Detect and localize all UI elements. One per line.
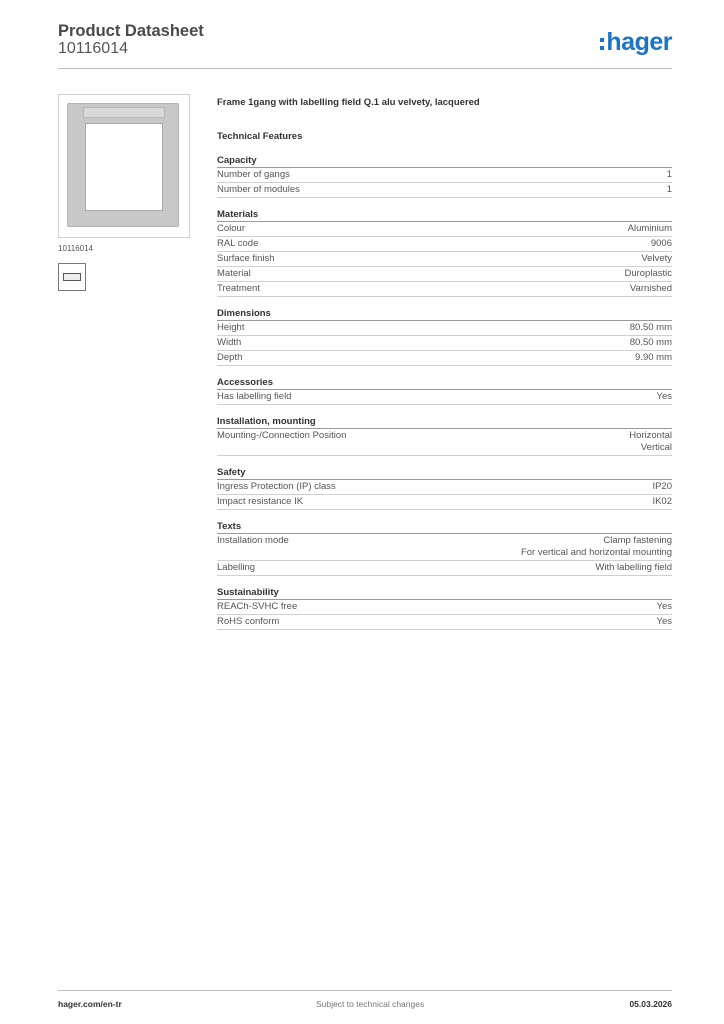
spec-row: [217, 429, 672, 456]
spec-value: [624, 268, 672, 280]
spec-label: Number of modules: [217, 184, 300, 195]
spec-section: [217, 520, 672, 576]
spec-row: [217, 321, 672, 336]
spec-label: REACh-SVHC free: [217, 601, 298, 612]
section-title: Materials: [217, 208, 672, 222]
spec-label: Width: [217, 337, 242, 348]
technical-features-heading: Technical Features: [217, 131, 303, 142]
spec-label: Labelling: [217, 562, 256, 573]
spec-value-line: IP20: [652, 481, 672, 492]
spec-value-line: Yes: [656, 391, 672, 402]
spec-value: [657, 616, 673, 628]
spec-row: [217, 222, 672, 237]
page-header: [58, 22, 672, 68]
spec-sections: [217, 154, 672, 630]
spec-value: [628, 223, 672, 235]
spec-row: [217, 600, 672, 615]
section-title: Dimensions: [217, 307, 672, 321]
spec-label: Ingress Protection (IP) class: [217, 481, 336, 492]
spec-value-line: 1: [666, 184, 672, 195]
frame-opening: [85, 123, 163, 211]
product-image: [58, 94, 190, 238]
spec-value: [630, 322, 672, 334]
spec-value: [667, 169, 672, 181]
footer-notice: Subject to technical changes: [316, 999, 425, 1009]
spec-value: [629, 430, 672, 454]
product-description: Frame 1gang with labelling field Q.1 alu velvety, lacquered: [217, 97, 480, 108]
spec-value-line: Clamp fastening: [603, 535, 672, 546]
spec-value-line: Velvety: [641, 253, 672, 264]
spec-label: Height: [217, 322, 245, 333]
spec-row: [217, 336, 672, 351]
product-code: 10116014: [58, 40, 128, 57]
footer-divider: [58, 990, 672, 991]
section-title: Texts: [217, 520, 672, 534]
spec-row: [217, 183, 672, 198]
spec-label: Treatment: [217, 283, 260, 294]
spec-value: [595, 562, 672, 574]
spec-value-line: Yes: [656, 601, 672, 612]
section-title: Accessories: [217, 376, 672, 390]
spec-value-line: 9006: [650, 238, 672, 249]
section-title: Capacity: [217, 154, 672, 168]
footer-website-link[interactable]: hager.com/en-tr: [58, 999, 122, 1009]
spec-value: [630, 283, 672, 295]
spec-section: [217, 466, 672, 510]
spec-label: Has labelling field: [217, 391, 292, 402]
spec-value-line: Varnished: [629, 283, 672, 294]
logo-dots-icon: [600, 38, 604, 50]
spec-value: [630, 337, 672, 349]
spec-content: [217, 96, 672, 630]
spec-row: [217, 480, 672, 495]
document-title: Product Datasheet: [58, 22, 204, 40]
spec-row: [217, 390, 672, 405]
spec-value: [667, 184, 672, 196]
spec-row: [217, 615, 672, 630]
spec-value-line: 80.50 mm: [629, 322, 672, 333]
header-divider: [58, 68, 672, 69]
spec-value-line: Aluminium: [627, 223, 672, 234]
spec-section: [217, 415, 672, 456]
spec-section: [217, 586, 672, 630]
spec-section: [217, 208, 672, 297]
spec-value-line: For vertical and horizontal mounting: [520, 547, 672, 558]
spec-value: [651, 238, 672, 250]
spec-label: Mounting-/Connection Position: [217, 430, 347, 441]
spec-row: [217, 237, 672, 252]
spec-label: RAL code: [217, 238, 259, 249]
hager-logo[interactable]: [600, 28, 672, 56]
spec-value: [641, 253, 672, 265]
spec-value-line: 9.90 mm: [635, 352, 672, 363]
footer-date: 05.03.2026: [629, 999, 672, 1009]
spec-value-line: 80.50 mm: [629, 337, 672, 348]
spec-label: Surface finish: [217, 253, 275, 264]
spec-value-line: With labelling field: [595, 562, 672, 573]
labelling-field-icon: [58, 263, 86, 291]
spec-label: Number of gangs: [217, 169, 290, 180]
frame-labelling-field: [83, 107, 165, 118]
spec-value: [635, 352, 672, 364]
logo-text: hager: [606, 28, 672, 56]
spec-label: Depth: [217, 352, 243, 363]
spec-section: [217, 307, 672, 366]
spec-row: [217, 282, 672, 297]
section-title: Safety: [217, 466, 672, 480]
spec-label: Colour: [217, 223, 245, 234]
spec-label: RoHS conform: [217, 616, 280, 627]
spec-section: [217, 376, 672, 405]
spec-row: [217, 252, 672, 267]
spec-label: Impact resistance IK: [217, 496, 304, 507]
spec-value: [657, 601, 673, 613]
spec-value-line: Vertical: [640, 442, 672, 453]
spec-row: [217, 561, 672, 576]
spec-section: [217, 154, 672, 198]
spec-label: Installation mode: [217, 535, 289, 546]
spec-row: [217, 168, 672, 183]
spec-value-line: Horizontal: [629, 430, 672, 441]
spec-row: [217, 534, 672, 561]
spec-value: [657, 391, 673, 403]
spec-value-line: 1: [666, 169, 672, 180]
spec-value-line: Duroplastic: [624, 268, 672, 279]
spec-row: [217, 267, 672, 282]
spec-value: [652, 481, 672, 493]
section-title: Sustainability: [217, 586, 672, 600]
spec-value-line: IK02: [652, 496, 672, 507]
image-caption: 10116014: [58, 244, 93, 253]
spec-row: [217, 351, 672, 366]
spec-value: [521, 535, 672, 559]
section-title: Installation, mounting: [217, 415, 672, 429]
spec-row: [217, 495, 672, 510]
spec-label: Material: [217, 268, 251, 279]
frame-image: [67, 103, 179, 227]
spec-value: [652, 496, 672, 508]
spec-value-line: Yes: [656, 616, 672, 627]
